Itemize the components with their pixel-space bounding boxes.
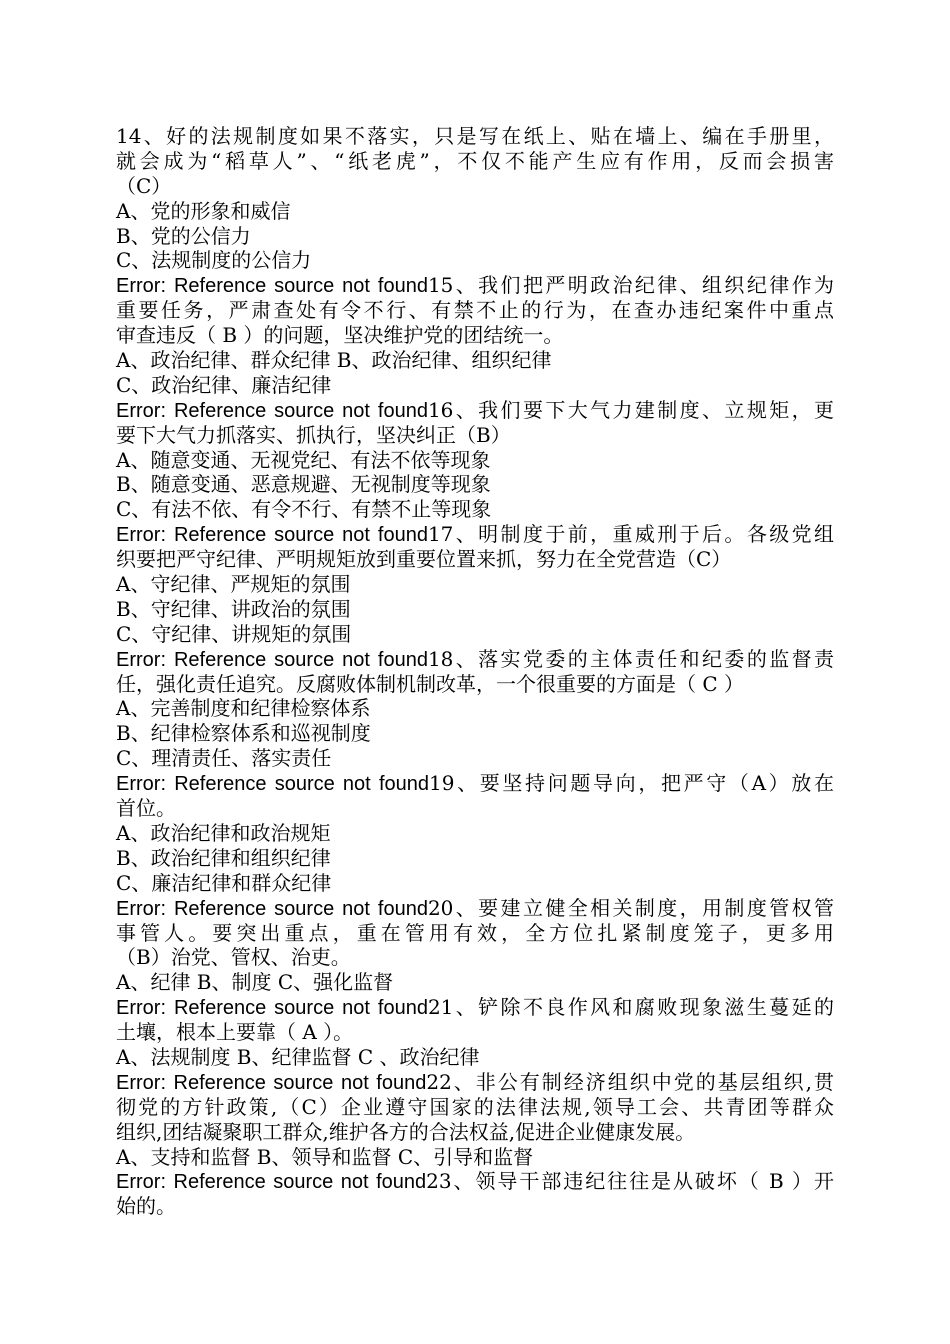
text-line [116,672,834,697]
text-line [116,597,834,622]
text-line [116,647,834,672]
text-line [116,298,834,323]
line-text: 14、好的法规制度如果不落实，只是写在纸上、贴在墙上、编在手册里， [116,124,834,148]
text-line [116,896,834,921]
line-text: C、政治纪律、廉洁纪律 [116,372,332,397]
text-line [116,497,834,522]
line-text: A、随意变通、无视党纪、有法不依等现象 [116,447,491,472]
text-line [116,970,834,995]
text-line [116,995,834,1020]
text-line [116,796,834,821]
text-line [116,1169,834,1194]
text-line [116,323,834,348]
text-line [116,945,834,970]
line-text: B、随意变通、恶意规避、无视制度等现象 [116,472,491,497]
text-line [116,1045,834,1070]
reference-error-text: Error: Reference source not found [116,1171,427,1194]
text-line [116,373,834,398]
reference-error-text: Error: Reference source not found [116,997,428,1020]
text-line [116,149,834,174]
line-text: 19、要坚持问题导向，把严守（A）放在 [429,771,834,796]
line-text: B、纪律检察体系和巡视制度 [116,721,371,746]
line-text: C、廉洁纪律和群众纪律 [116,870,332,895]
text-line [116,224,834,249]
line-text: A、政治纪律和政治规矩 [116,820,331,845]
line-text: 重要任务，严肃查处有令不行、有禁不止的行为，在查办违纪案件中重点 [116,298,834,323]
line-text: 20、要建立健全相关制度，用制度管权管 [427,895,834,920]
text-line [116,398,834,423]
line-text: C、守纪律、讲规矩的氛围 [116,621,352,646]
text-line [116,572,834,597]
line-text: 就会成为“稻草人”、“纸老虎”，不仅不能产生应有作用，反而会损害 [116,148,834,173]
text-line [116,846,834,871]
text-line [116,1145,834,1170]
line-text: A、完善制度和纪律检察体系 [116,696,371,721]
line-text: 22、非公有制经济组织中党的基层组织,贯 [426,1069,834,1094]
line-text: 21、铲除不良作风和腐败现象滋生蔓延的 [427,995,834,1020]
text-line [116,1120,834,1145]
text-line [116,721,834,746]
line-text: A、党的形象和威信 [116,198,291,223]
text-line [116,921,834,946]
text-line [116,174,834,199]
text-line [116,1095,834,1120]
text-line [116,273,834,298]
text-line [116,199,834,224]
text-line [116,448,834,473]
line-text: 始的。 [116,1194,176,1219]
text-line [116,771,834,796]
line-text: C、有法不依、有令不行、有禁不止等现象 [116,497,492,522]
reference-error-text: Error: Reference source not found [116,897,428,920]
line-text: A、纪律 B、制度 C、强化监督 [116,970,394,995]
line-text: 17、明制度于前，重威刑于后。各级党组 [427,522,834,547]
text-line [116,348,834,373]
text-line [116,871,834,896]
line-text: （C） [116,173,172,198]
line-text: 任，强化责任追究。反腐败体制机制改革，一个很重要的方面是（ C ） [116,671,745,696]
text-line [116,472,834,497]
reference-error-text: Error: Reference source not found [116,275,428,298]
line-text: A、政治纪律、群众纪律 B、政治纪律、组织纪律 [116,348,552,373]
line-text: B、政治纪律和组织纪律 [116,845,331,870]
line-text: （B）治党、管权、治吏。 [116,945,351,970]
text-line [116,248,834,273]
line-text: A、守纪律、严规矩的氛围 [116,572,351,597]
text-line [116,746,834,771]
line-text: 18、落实党委的主体责任和纪委的监督责 [427,646,834,671]
line-text: 土壤，根本上要靠（ A ）。 [116,1020,354,1045]
reference-error-text: Error: Reference source not found [116,648,428,671]
line-text: 16、我们要下大气力建制度、立规矩，更 [427,397,834,422]
text-line [116,1020,834,1045]
line-text: 23、领导干部违纪往往是从破坏（ B ）开 [426,1169,834,1194]
line-text: 审查违反（ B ）的问题，坚决维护党的团结统一。 [116,323,564,348]
line-text: 15、我们把严明政治纪律、组织纪律作为 [427,273,834,298]
line-text: 事管人。要突出重点，重在管用有效，全方位扎紧制度笼子，更多用 [116,920,834,945]
text-line [116,522,834,547]
line-text: 要下大气力抓落实、抓执行，坚决纠正（B） [116,422,511,447]
line-text: A、法规制度 B、纪律监督 C 、政治纪律 [116,1044,480,1069]
line-text: B、守纪律、讲政治的氛围 [116,596,351,621]
text-line [116,1194,834,1219]
document-page [116,124,834,1219]
line-text: 首位。 [116,796,176,821]
text-line [116,696,834,721]
line-text: 彻党的方针政策,（C）企业遵守国家的法律法规,领导工会、共青团等群众 [116,1094,834,1119]
reference-error-text: Error: Reference source not found [116,399,428,422]
line-text: 组织,团结凝聚职工群众,维护各方的合法权益,促进企业健康发展。 [116,1119,696,1144]
line-text: B、党的公信力 [116,223,251,248]
text-line [116,547,834,572]
text-line [116,423,834,448]
text-line [116,622,834,647]
reference-error-text: Error: Reference source not found [116,524,428,547]
reference-error-text: Error: Reference source not found [116,773,429,796]
line-text: A、支持和监督 B、领导和监督 C、引导和监督 [116,1144,534,1169]
text-line [116,1070,834,1095]
line-text: C、理清责任、落实责任 [116,746,332,771]
reference-error-text: Error: Reference source not found [116,1071,427,1094]
text-line [116,124,834,149]
line-text: C、法规制度的公信力 [116,248,312,273]
line-text: 织要把严守纪律、严明规矩放到重要位置来抓，努力在全党营造（C） [116,547,732,572]
text-line [116,821,834,846]
